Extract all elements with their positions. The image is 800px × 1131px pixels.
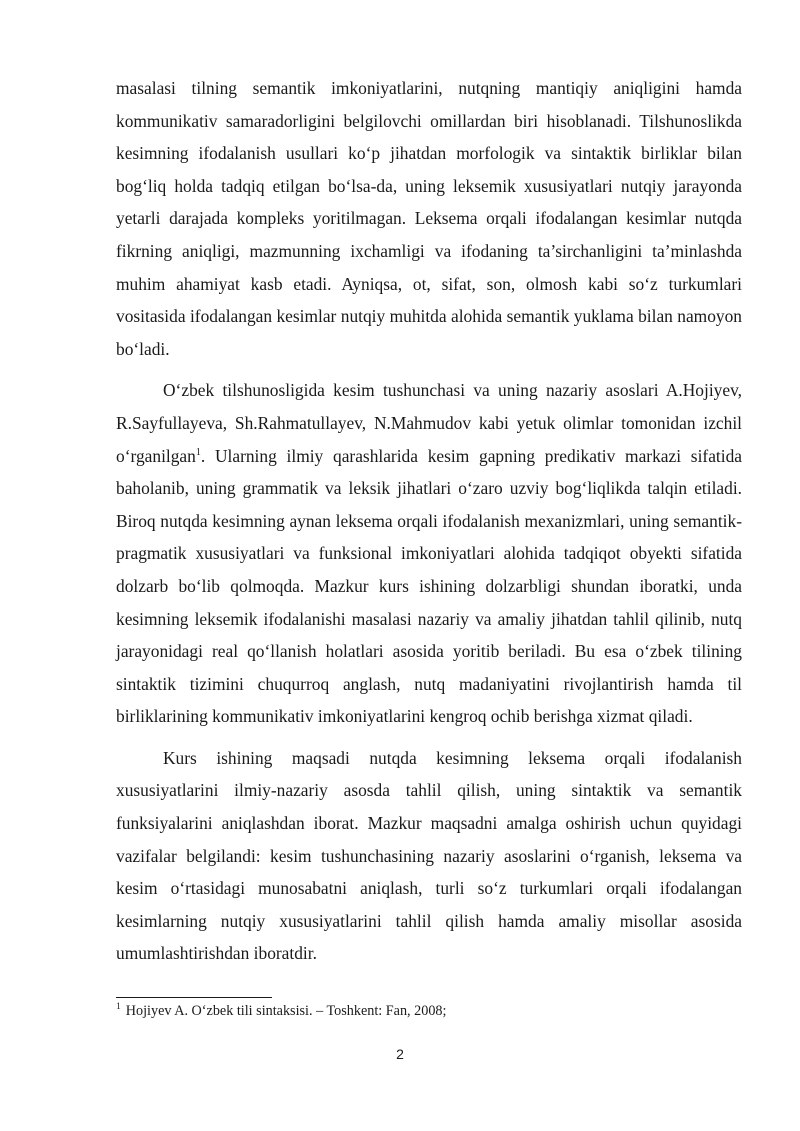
paragraph-1-text: masalasi tilning semantik imkoniyatlarini, nutqning mantiqiy aniqligini hamda kommunikativ samaradorligini belgilovchi omillardan biri hisoblanadi. Tilshunoslikda kesimning ifodalanish usullari ko‘p jihatdan morfologik va sintaktik birliklar bilan bog‘liq holda tadqiq etilgan bo‘lsa-da, uning leksemik xususiyatlari nutqiy jarayonda yetarli darajada kompleks yoritilmagan. Leksema orqali ifodalangan kesimlar nutqda fikrning aniqligi, mazmunning ixchamligi va ifodaning ta’sirchanligini ta’minlashda muhim ahamiyat kasb etadi. Ayniqsa, ot, sifat, son, olmosh kabi so‘z turkumlari vositasida ifodalangan kesimlar nutqiy muhitda alohida semantik yuklama bilan namoyon bo‘ladi. xyxy=(116,78,742,359)
footnote xyxy=(116,1001,742,1021)
paragraph-2-text-start: O‘zbek tilshunosligida kesim tushunchasi va uning nazariy asoslari A.Hojiyev, R.Sayfullayeva, Sh.Rahmatullayev, N.Mahmudov kabi yetuk olimlar tomonidan izchil o‘rganilgan xyxy=(116,380,742,466)
page-number: 2 xyxy=(396,1046,404,1062)
paragraph-3-text: Kurs ishining maqsadi nutqda kesimning leksema orqali ifodalanish xususiyatlarini ilmiy-nazariy asosda tahlil qilish, uning sintaktik va semantik funksiyalarini aniqlashdan iborat. Mazkur maqsadni amalga oshirish uchun quyidagi vazifalar belgilandi: kesim tushunchasining nazariy asoslarini o‘rganish, leksema va kesim o‘rtasidagi munosabatni aniqlash, turli so‘z turkumlari orqali ifodalangan kesimlarning nutqiy xususiyatlarini tahlil qilish hamda amaliy misollar asosida umumlashtirishdan iboratdir. xyxy=(116,747,742,964)
footnote-reference[interactable]: 1 xyxy=(195,446,201,458)
footnote-marker: 1 xyxy=(116,1002,121,1013)
footnote-separator xyxy=(116,997,272,998)
footnote-text: Hojiyev A. O‘zbek tili sintaksisi. – Toshkent: Fan, 2008; xyxy=(125,1003,447,1019)
document-body xyxy=(116,72,742,970)
paragraph-3 xyxy=(116,742,742,970)
paragraph-1 xyxy=(116,72,742,365)
paragraph-2-text-end: . Ularning ilmiy qarashlarida kesim gapning predikativ markazi sifatida baholanib, uning grammatik va leksik jihatlari o‘zaro uzviy bog‘liqlikda talqin etiladi. Biroq nutqda kesimning aynan leksema orqali ifodalanish mexanizmlari, uning semantik-pragmatik xususiyatlari va funksional imkoniyatlari alohida tadqiqot obyekti sifatida dolzarb bo‘lib qolmoqda. Mazkur kurs ishining dolzarbligi shundan iboratki, unda kesimning leksemik ifodalanishi masalasi nazariy va amaliy jihatdan tahlil qilinib, nutq jarayonidagi real qo‘llanish holatlari asosida yoritib beriladi. Bu esa o‘zbek tilining sintaktik tizimini chuqurroq anglash, nutq madaniyatini rivojlantirish hamda til birliklarining kommunikativ imkoniyatlarini kengroq ochib berishga xizmat qiladi. xyxy=(116,445,742,727)
paragraph-2 xyxy=(116,374,742,733)
